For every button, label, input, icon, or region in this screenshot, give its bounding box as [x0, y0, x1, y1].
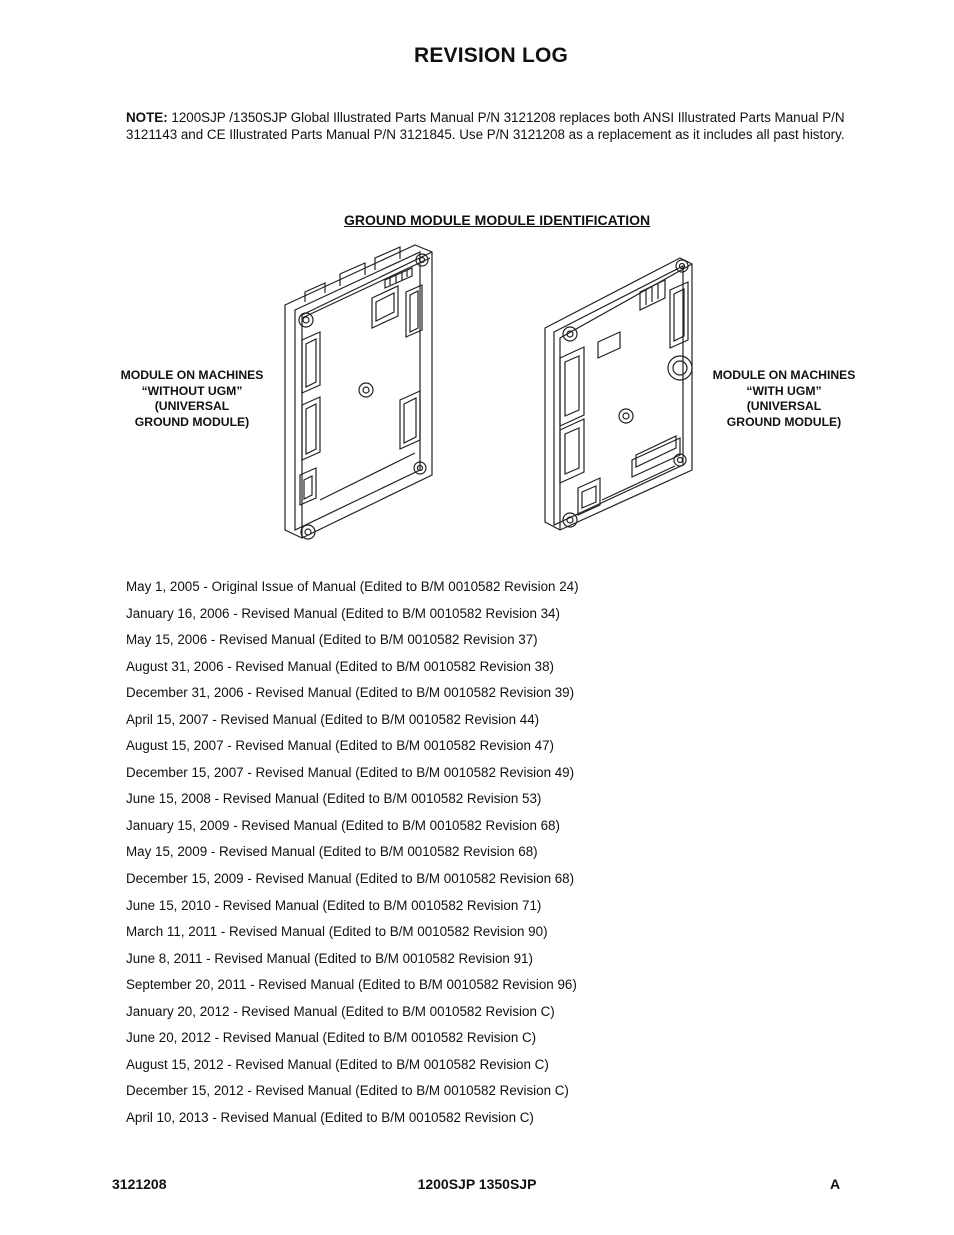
module-without-ugm-illustration: [280, 240, 440, 545]
left-module-label: [112, 368, 272, 430]
revision-entry: December 15, 2009 - Revised Manual (Edited to B/M 0010582 Revision 68): [126, 871, 575, 887]
revision-entry: August 15, 2012 - Revised Manual (Edited to B/M 0010582 Revision C): [126, 1056, 549, 1072]
revision-entry: August 15, 2007 - Revised Manual (Edited to B/M 0010582 Revision 47): [126, 738, 555, 754]
revision-entry: May 15, 2009 - Revised Manual (Edited to B/M 0010582 Revision 68): [126, 844, 538, 860]
revision-entry: May 15, 2006 - Revised Manual (Edited to B/M 0010582 Revision 37): [126, 632, 538, 648]
right-label-line: “WITH UGM”: [746, 383, 822, 398]
revision-entry: September 20, 2011 - Revised Manual (Edited to B/M 0010582 Revision 96): [126, 977, 577, 993]
left-label-line: “WITHOUT UGM”: [141, 383, 243, 398]
page-title: REVISION LOG: [413, 44, 569, 67]
revision-list: [126, 578, 579, 1135]
footer-model: 1200SJP 1350SJP: [417, 1176, 537, 1192]
revision-entry: August 31, 2006 - Revised Manual (Edited to B/M 0010582 Revision 38): [126, 658, 555, 674]
revision-entry: March 11, 2011 - Revised Manual (Edited to B/M 0010582 Revision 90): [126, 924, 548, 940]
revision-entry: June 20, 2012 - Revised Manual (Edited to B/M 0010582 Revision C): [126, 1030, 537, 1046]
revision-entry: June 15, 2008 - Revised Manual (Edited to B/M 0010582 Revision 53): [126, 791, 542, 807]
revision-entry: December 31, 2006 - Revised Manual (Edited to B/M 0010582 Revision 39): [126, 685, 575, 701]
footer-part-number: 3121208: [112, 1176, 167, 1192]
right-label-line: MODULE ON MACHINES: [712, 368, 856, 382]
footer-page: A: [830, 1176, 841, 1192]
figure-title: GROUND MODULE MODULE IDENTIFICATION: [344, 212, 651, 228]
module-with-ugm-illustration: [540, 250, 700, 535]
note-text: 1200SJP /1350SJP Global Illustrated Parts Manual P/N 3121208 replaces both ANSI Illustrated Parts Manual P/N 3121143 and CE Illustrated Parts Manual P/N 3121845. Use P/N 3121208 as a replacement as it includes all past history.: [126, 110, 845, 142]
left-label-line: (UNIVERSAL: [154, 399, 230, 413]
revision-entry: June 15, 2010 - Revised Manual (Edited to B/M 0010582 Revision 71): [126, 897, 542, 913]
revision-entry: January 15, 2009 - Revised Manual (Edited to B/M 0010582 Revision 68): [126, 817, 560, 833]
revision-entry: May 1, 2005 - Original Issue of Manual (Edited to B/M 0010582 Revision 24): [126, 579, 579, 594]
right-label-line: (UNIVERSAL: [746, 399, 822, 413]
revision-entry: December 15, 2007 - Revised Manual (Edited to B/M 0010582 Revision 49): [126, 764, 575, 780]
revision-entry: April 10, 2013 - Revised Manual (Edited to B/M 0010582 Revision C): [126, 1109, 534, 1125]
revision-entry: June 8, 2011 - Revised Manual (Edited to B/M 0010582 Revision 91): [126, 950, 533, 966]
revision-entry: January 16, 2006 - Revised Manual (Edited to B/M 0010582 Revision 34): [126, 605, 560, 621]
left-label-line: MODULE ON MACHINES: [120, 368, 264, 382]
left-label-line: GROUND MODULE): [134, 414, 250, 429]
right-module-label: [704, 368, 864, 430]
note-label: NOTE:: [126, 110, 168, 125]
revision-entry: January 20, 2012 - Revised Manual (Edited to B/M 0010582 Revision C): [126, 1003, 555, 1019]
revision-entry: April 15, 2007 - Revised Manual (Edited to B/M 0010582 Revision 44): [126, 711, 540, 727]
revision-entry: December 15, 2012 - Revised Manual (Edited to B/M 0010582 Revision C): [126, 1083, 569, 1099]
right-label-line: GROUND MODULE): [726, 414, 842, 429]
note-paragraph: [126, 109, 876, 143]
